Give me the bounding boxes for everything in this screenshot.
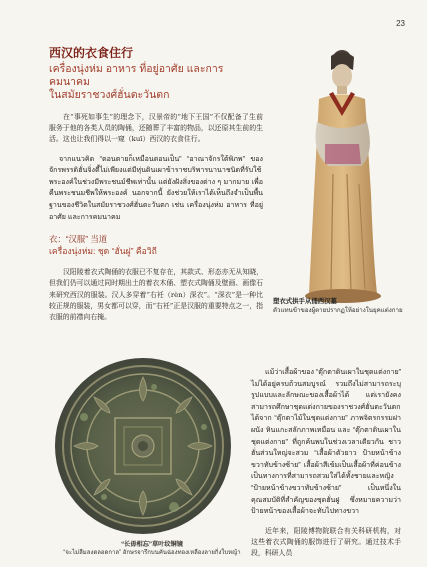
terracotta-figure-caption xyxy=(273,297,423,315)
section-title-thai-line2: ในสมัยราชวงศ์ฮั่นตะวันตก xyxy=(49,89,170,101)
section-title-thai xyxy=(49,63,263,102)
clothing-subheading-thai: เครื่องนุ่งห่ม: ชุด “ฮั่นฝู” คือวิถี xyxy=(49,246,157,257)
clothing-paragraph-chinese: 汉阳陵着衣式陶俑的衣服已不复存在，其款式、形态亦无从知晓，但我们仍可以通过同时期出土的着衣木俑、塑衣式陶俑及壁画、画像石来研究西汉的服装。汉人多穿着“右衽（rèn）深衣”。“深衣”是一种比较正规的服装，男女都可以穿，而“右衽”正是汉服的重要特点之一，指衣服的前襟向右掩。 xyxy=(49,268,263,321)
left-column xyxy=(49,46,263,331)
bronze-mirror-caption-thai: “จะไม่ลืมลงตลอดกาล” อักษรจารึกบนคันฉ่องทองเหลืองลายกิ่งใบหญ้า xyxy=(63,550,241,556)
clothing-subheading-chinese: 衣：“汉服” 当道 xyxy=(49,234,108,245)
terracotta-figure-image xyxy=(281,44,399,309)
bronze-mirror-image xyxy=(54,357,232,535)
right-column xyxy=(251,367,401,567)
page-number: 23 xyxy=(396,19,405,28)
terracotta-figure-caption-thai: ตัวแทนข้าของผู้ตายปรากฏให้อย่างในยุคแต่งกาย xyxy=(273,307,403,314)
section-title-thai-line1: เครื่องนุ่งห่ม อาหาร ที่อยู่อาศัย และการคมนาคม xyxy=(49,63,224,88)
section-title-chinese: 西汉的衣食住行 xyxy=(49,46,134,60)
intro-paragraph-chinese: 在“事死如事生”的理念下，汉景帝的“地下王国”不仅配备了生前服务于他的各类人员的陶俑，还随葬了丰富的物品，以还原其生前的生活。这也让我们得以一窥（kuī）西汉的衣食住行。 xyxy=(49,113,263,144)
research-paragraph-thai: แม้ว่าเสื้อผ้าของ “ตุ๊กตาดินเผาในชุดแต่งกาย” ไม่ได้อยู่ครบถ้วนสมบูรณ์ รวมถึงไม่สามารถระบุรูปแบบและลักษณะของเสื้อผ้าได้ แต่เรายังคงสามารถศึกษาชุดแต่งกายของราชวงศ์ฮั่นตะวันตกได้จาก “ตุ๊กตาไม้ในชุดแต่งกาย” ภาพจิตรกรรมฝาผนัง หินแกะสลักภาพเหมือน และ “ตุ๊กตาดินเผาในชุดแต่งกาย” ที่ถูกค้นพบในช่วงเวลาเดียวกัน ชาวฮั่นส่วนใหญ่จะสวม “เสื้อผ้าตัวยาว ป้ายหน้าข้างขวาทับข้างซ้าย” เสื้อผ้าสีเข้มเป็นเสื้อผ้าที่ค่อนข้างเป็นทางการที่สามารถสวมใส่ได้ทั้งชายและหญิง “ป้ายหน้าข้างขวาทับข้างซ้าย” เป็นหนึ่งในคุณสมบัติที่สำคัญของชุดฮั่นฝู ซึ่งหมายความว่าป้ายหน้าของเสื้อผ้าจะทับไปทางขวา xyxy=(251,368,401,516)
bronze-mirror-caption-chinese: “长毋相忘”草叶纹铜镜 xyxy=(121,541,183,548)
intro-paragraph-thai: จากแนวคิด “ตอนตายก็เหมือนตอนเป็น” “อาณาจักรใต้พิภพ” ของจักรพรรดิฮั่นจิ่งตี้ไม่เพียงแต่มีหุ่นดินเผาข้าราชบริพารนานาชนิดที่รับใช้พระองค์ในช่วงมีพระชนม์ชีพเท่านั้น แต่ยังฝังสิ่งของต่าง ๆ มากมาย เพื่อคืนพระชนมชีพให้พระองค์ นอกจากนี้ ยังช่วยให้เราได้เห็นถึงจำเป็นพื้นฐานของชีวิตในสมัยราชวงศ์ฮั่นตะวันตก เช่น เครื่องนุ่งห่ม อาหาร ที่อยู่อาศัย และการคมนาคม xyxy=(49,154,263,221)
bronze-mirror-caption xyxy=(52,541,252,557)
terracotta-figure-caption-chinese: 塑衣式拱手从俑西汉墓 xyxy=(273,298,337,305)
research-paragraph-chinese: 近年来，阳陵博物院联合有关科研机构，对这些着衣式陶俑的服饰进行了研究。通过技术手段，科研人员 xyxy=(251,526,401,558)
